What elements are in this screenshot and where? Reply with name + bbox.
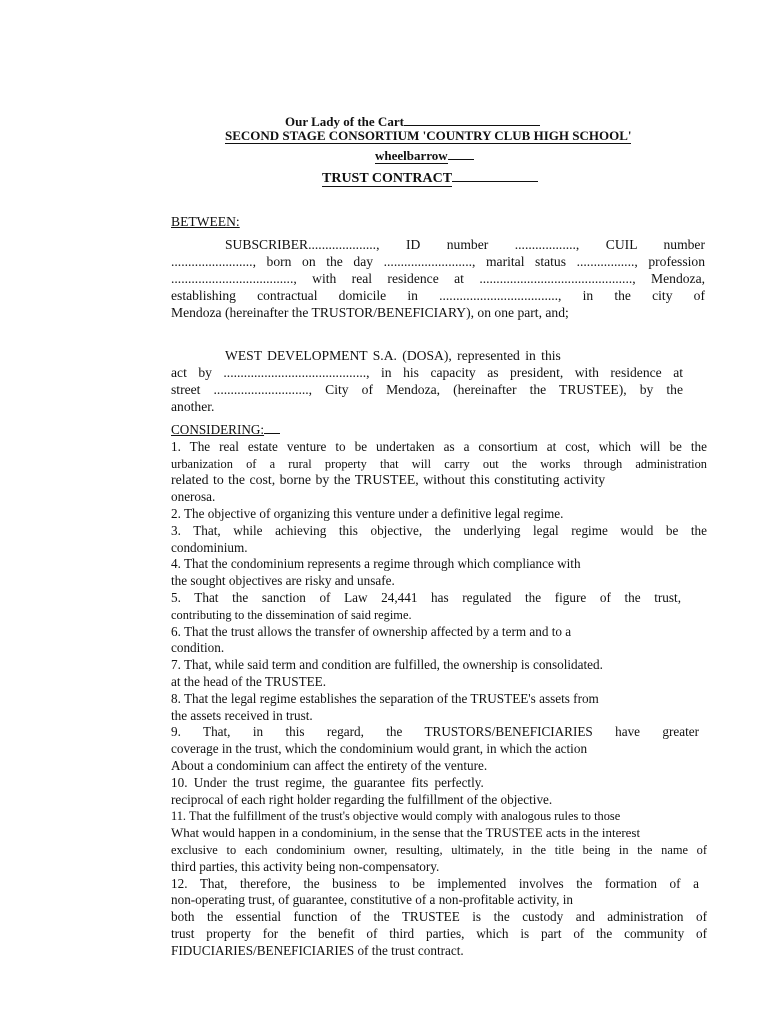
subscriber-line-1: SUBSCRIBER...................., ID number .................., CUIL number [225,237,705,252]
considering-underline-fill [264,421,280,434]
considering-line-24: What would happen in a condominium, in the sense that the TRUSTEE acts in the interest [171,825,641,841]
between-section [171,213,705,321]
considering-line-29: both the essential function of the TRUSTEE is the custody and administration of [171,909,707,925]
trustee-party-section [171,347,683,415]
considering-line-5: 2. The objective of organizing this venture under a definitive legal regime. [171,505,564,521]
header-line-2 [225,128,631,144]
header-underline-fill-1 [404,111,540,126]
considering-line-2: urbanization of a rural property that will carry out the works through administration [171,456,707,471]
considering-line-31: FIDUCIARIES/BENEFICIARIES of the trust contract. [171,942,464,958]
header-line-4 [322,167,538,187]
header-title-3: wheelbarrow [375,148,448,163]
considering-line-28: non-operating trust, of guarantee, constitutive of a non-profitable activity, in [171,892,573,908]
subscriber-line-4: establishing contractual domicile in ..................................., in the city of [171,288,705,303]
considering-line-18: 9. That, in this regard, the TRUSTORS/BENEFICIARIES have greater [171,724,699,740]
west-line-1: WEST DEVELOPMENT S.A. (DOSA), represented in this [225,348,561,363]
considering-line-15: at the head of the TRUSTEE. [171,673,327,689]
considering-line-16: 8. That the legal regime establishes the separation of the TRUSTEE's assets from [171,690,599,706]
considering-line-19: coverage in the trust, which the condominium would grant, in which the action [171,741,588,757]
considering-line-13: condition. [171,640,225,656]
header-line-3 [375,145,474,164]
considering-heading [171,421,707,439]
document-title: TRUST CONTRACT [322,171,453,186]
considering-heading-text: CONSIDERING: [171,422,265,437]
header-title-2: SECOND STAGE CONSORTIUM 'COUNTRY CLUB HIGH SCHOOL' [225,128,632,143]
considering-line-11: contributing to the dissemination of said regime. [171,607,412,622]
considering-line-21: 10. Under the trust regime, the guarantee fits perfectly. [171,774,484,790]
considering-line-10: 5. That the sanction of Law 24,441 has regulated the figure of the trust, [171,589,681,605]
considering-line-1: 1. The real estate venture to be undertaken as a consortium at cost, which will be the [171,438,707,454]
considering-line-3: related to the cost, borne by the TRUSTEE, without this constituting activity [171,472,606,488]
considering-line-12: 6. That the trust allows the transfer of ownership affected by a term and to a [171,623,572,639]
considering-line-20: About a condominium can affect the entirety of the venture. [171,757,488,773]
considering-line-27: 12. That, therefore, the business to be implemented involves the formation of a [171,875,699,891]
west-line-3: street ............................, City of Mendoza, (hereinafter the TRUSTEE), by the [171,382,683,397]
considering-line-8: 4. That the condominium represents a regime through which compliance with [171,556,581,572]
header-underline-fill-4 [452,167,538,182]
considering-section [171,421,707,960]
subscriber-line-2: ........................, born on the day .........................., marital status ................., profession [171,254,705,269]
header-title-1: Our Lady of the Cart [285,114,404,129]
considering-line-4: onerosa. [171,489,216,505]
considering-line-6: 3. That, while achieving this objective, the underlying legal regime would be the [171,522,707,538]
considering-line-23: 11. That the fulfillment of the trust's objective would comply with analogous rules to those [171,809,621,824]
considering-line-7: condominium. [171,539,248,555]
considering-line-14: 7. That, while said term and condition are fulfilled, the ownership is consolidated. [171,657,603,673]
considering-line-25: exclusive to each condominium owner, resulting, ultimately, in the title being in the name of [171,842,707,857]
considering-line-30: trust property for the benefit of third parties, which is part of the community of [171,925,707,941]
west-line-2: act by .........................................., in his capacity as president, with residence at [171,365,683,380]
header-underline-fill-3 [448,145,474,160]
between-heading-text: BETWEEN: [171,214,240,229]
considering-line-26: third parties, this activity being non-compensatory. [171,858,440,874]
between-heading [171,213,705,230]
considering-line-17: the assets received in trust. [171,707,313,723]
considering-line-9: the sought objectives are risky and unsafe. [171,573,395,589]
considering-line-22: reciprocal of each right holder regarding the fulfillment of the objective. [171,791,553,807]
subscriber-line-3: ...................................., with real residence at ............................................., Mendoza, [171,271,705,286]
west-line-4: another. [171,399,215,414]
subscriber-line-5: Mendoza (hereinafter the TRUSTOR/BENEFICIARY), on one part, and; [171,305,569,320]
